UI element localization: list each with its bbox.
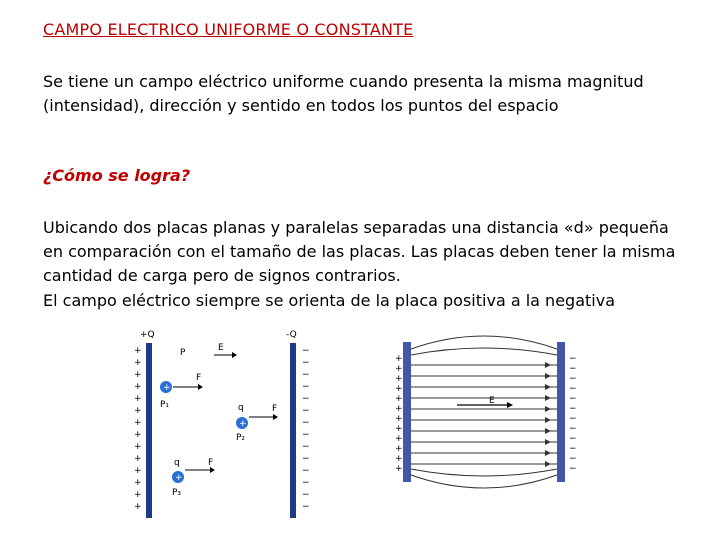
- minus-q-label: -Q: [286, 330, 297, 340]
- plus-sign: +: [395, 444, 403, 454]
- plus-sign: +: [395, 354, 403, 364]
- minus-sign: −: [302, 394, 310, 404]
- field-line-arrow: [545, 395, 551, 401]
- plus-sign: +: [134, 346, 142, 356]
- field-line-arrow: [545, 406, 551, 412]
- plus-sign: +: [134, 394, 142, 404]
- charge-q-label-p3: q: [174, 458, 180, 468]
- field-line-arrow: [545, 450, 551, 456]
- svg-text:+: +: [163, 383, 171, 393]
- minus-sign: −: [302, 346, 310, 356]
- field-vector-center: [457, 402, 513, 408]
- minus-sign: −: [302, 454, 310, 464]
- right-plate: [557, 342, 565, 482]
- right-plate-minus-signs: [569, 354, 577, 474]
- field-line-arrow: [545, 439, 551, 445]
- plus-sign: +: [134, 466, 142, 476]
- minus-sign: −: [569, 414, 577, 424]
- p2-label: P₂: [236, 433, 246, 443]
- plus-sign: +: [395, 454, 403, 464]
- fringe-field-bottom: [411, 469, 557, 488]
- svg-text:+: +: [239, 419, 247, 429]
- minus-sign: −: [569, 354, 577, 364]
- plus-sign: +: [395, 424, 403, 434]
- field-line-arrow: [545, 384, 551, 390]
- p1-label: P₁: [160, 400, 170, 410]
- plus-sign: +: [134, 370, 142, 380]
- minus-sign: −: [569, 424, 577, 434]
- uniform-field-lines: [411, 362, 557, 467]
- plate-plus-signs: [134, 346, 142, 512]
- plus-sign: +: [395, 464, 403, 474]
- minus-sign: −: [569, 394, 577, 404]
- plus-sign: +: [395, 374, 403, 384]
- force-label-p3: F: [208, 458, 214, 468]
- question-heading: ¿Cómo se logra?: [43, 166, 191, 185]
- positive-plate: [146, 343, 152, 518]
- minus-sign: −: [302, 382, 310, 392]
- plus-sign: +: [134, 502, 142, 512]
- p3-label: P₃: [172, 488, 182, 498]
- svg-text:+: +: [175, 473, 183, 483]
- field-label-top: E: [218, 343, 224, 353]
- negative-plate: [290, 343, 296, 518]
- minus-sign: −: [569, 434, 577, 444]
- field-label-center: E: [489, 396, 495, 406]
- plus-sign: +: [134, 490, 142, 500]
- charge-p2: [236, 417, 248, 429]
- minus-sign: −: [302, 466, 310, 476]
- minus-sign: −: [302, 490, 310, 500]
- plus-sign: +: [395, 414, 403, 424]
- plus-sign: +: [134, 358, 142, 368]
- plus-sign: +: [395, 394, 403, 404]
- page-title: CAMPO ELECTRICO UNIFORME O CONSTANTE: [43, 20, 414, 39]
- minus-sign: −: [302, 370, 310, 380]
- plus-sign: +: [395, 404, 403, 414]
- charge-p1: [160, 381, 172, 393]
- minus-sign: −: [569, 364, 577, 374]
- minus-sign: −: [569, 384, 577, 394]
- point-p-label: P: [180, 348, 186, 358]
- field-direction-paragraph: El campo eléctrico siempre se orienta de la placa positiva a la negativa: [43, 291, 615, 310]
- minus-sign: −: [569, 444, 577, 454]
- minus-sign: −: [302, 418, 310, 428]
- plus-sign: +: [134, 418, 142, 428]
- plus-sign: +: [134, 442, 142, 452]
- fringe-field-top: [411, 336, 557, 355]
- field-line-arrow: [545, 461, 551, 467]
- plus-q-label: +Q: [140, 330, 155, 340]
- uniform-field-figure: [395, 327, 585, 497]
- left-plate-plus-signs: [395, 354, 403, 474]
- force-label-p2: F: [272, 404, 278, 414]
- minus-sign: −: [302, 430, 310, 440]
- charged-plates-figure: [128, 325, 328, 525]
- charge-q-label-p2: q: [238, 403, 244, 413]
- plus-sign: +: [134, 430, 142, 440]
- plus-sign: +: [134, 478, 142, 488]
- plus-sign: +: [395, 434, 403, 444]
- plus-sign: +: [134, 382, 142, 392]
- minus-sign: −: [302, 478, 310, 488]
- minus-sign: −: [302, 502, 310, 512]
- field-line-arrow: [545, 428, 551, 434]
- charge-p3: [172, 471, 184, 483]
- plus-sign: +: [395, 364, 403, 374]
- field-line-arrow: [545, 362, 551, 368]
- explanation-paragraph: Ubicando dos placas planas y paralelas separadas una distancia «d» pequeña en comparación con el tamaño de las placas. Las placas deben tener la misma cantidad de carga pero de signos contrarios.: [43, 218, 676, 285]
- force-label-p1: F: [196, 373, 202, 383]
- plate-minus-signs: [302, 346, 310, 512]
- plus-sign: +: [134, 406, 142, 416]
- minus-sign: −: [302, 442, 310, 452]
- field-line-arrow: [545, 417, 551, 423]
- plus-sign: +: [134, 454, 142, 464]
- field-line-arrow: [545, 373, 551, 379]
- minus-sign: −: [569, 404, 577, 414]
- left-plate: [403, 342, 411, 482]
- definition-paragraph: Se tiene un campo eléctrico uniforme cuando presenta la misma magnitud (intensidad), dirección y sentido en todos los puntos del espacio: [43, 72, 644, 115]
- minus-sign: −: [302, 358, 310, 368]
- minus-sign: −: [569, 454, 577, 464]
- minus-sign: −: [569, 464, 577, 474]
- plus-sign: +: [395, 384, 403, 394]
- minus-sign: −: [302, 406, 310, 416]
- minus-sign: −: [569, 374, 577, 384]
